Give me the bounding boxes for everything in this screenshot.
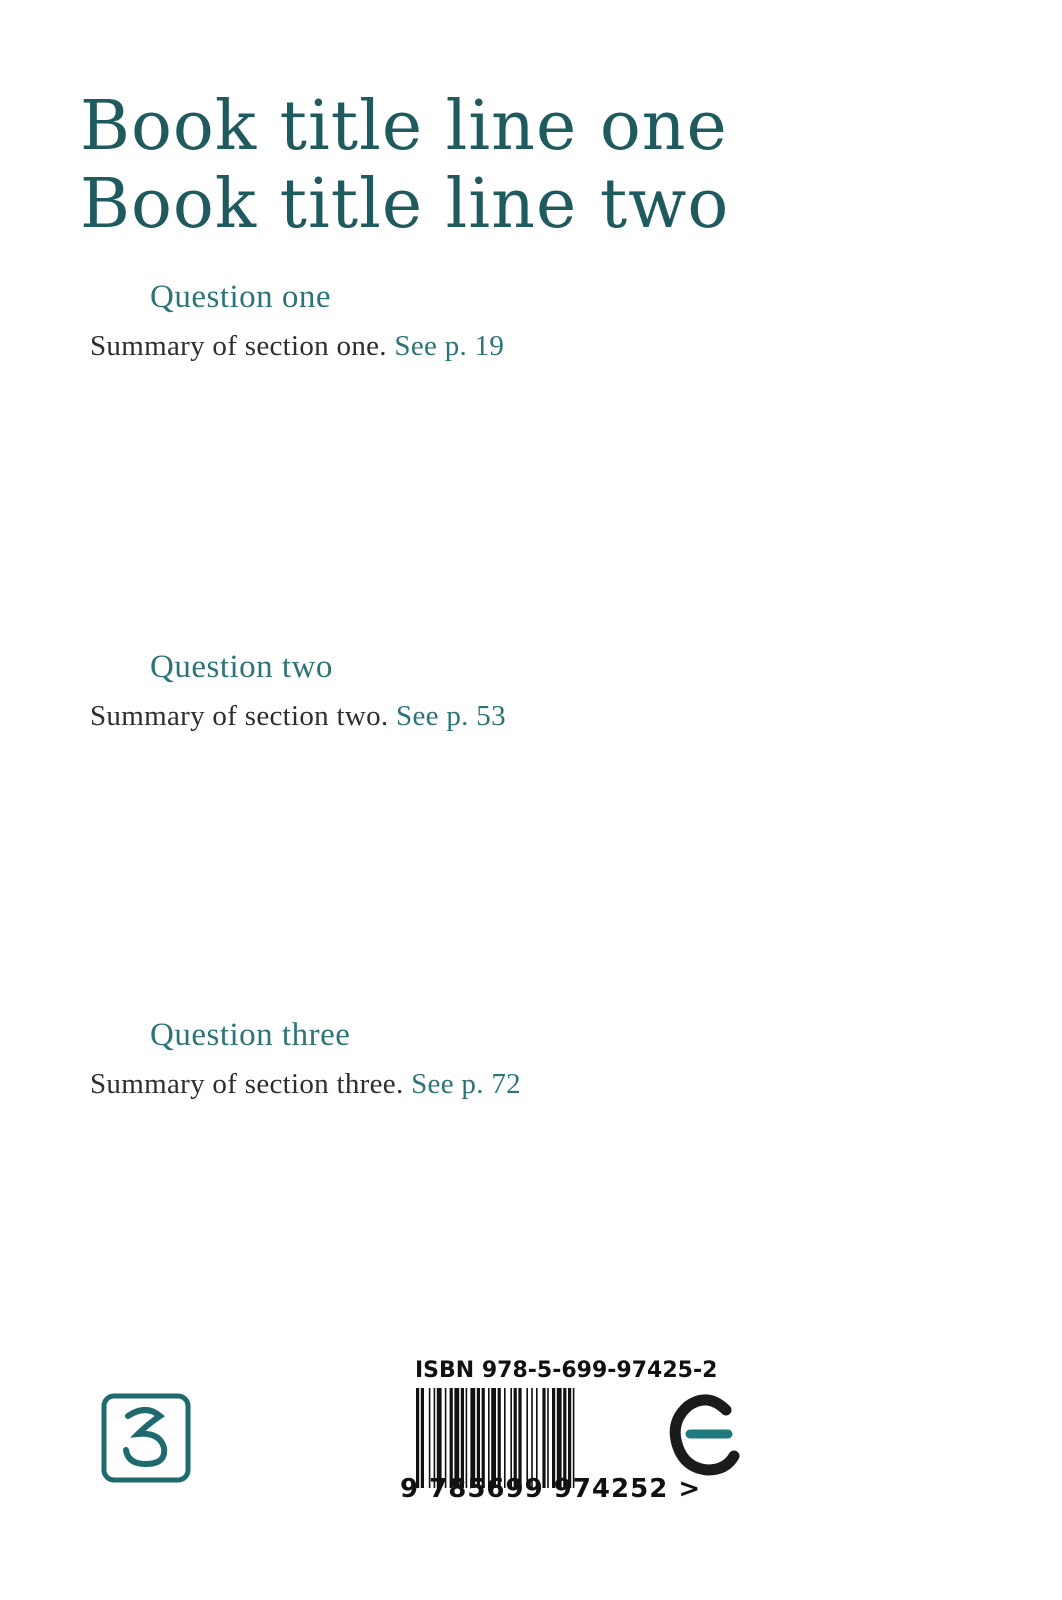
barcode-bar	[461, 1388, 464, 1488]
question-line: Question one	[150, 279, 332, 315]
question-line: Question three	[150, 1017, 351, 1053]
barcode-bar	[445, 1388, 447, 1488]
answer-excerpt	[90, 692, 980, 740]
barcode-bar	[531, 1388, 533, 1488]
answer-text: Summary of section two.	[90, 700, 389, 732]
barcode-bar	[437, 1388, 442, 1488]
question-section-3	[90, 1010, 980, 1108]
barcode	[412, 1388, 640, 1488]
question-heading	[90, 1010, 980, 1060]
page-reference: See p. 72	[411, 1068, 521, 1100]
barcode-bar	[450, 1388, 453, 1488]
barcode-bar	[491, 1388, 496, 1488]
barcode-bar	[563, 1388, 566, 1488]
barcode-bar	[477, 1388, 480, 1488]
barcode-bar	[498, 1388, 501, 1488]
barcode-bar	[434, 1388, 436, 1488]
book-title	[80, 88, 980, 244]
question-heading	[90, 272, 980, 322]
barcode-digits: 9 785699 974252 >	[400, 1474, 702, 1504]
barcode-bar	[557, 1388, 562, 1488]
barcode-bar	[510, 1388, 512, 1488]
question-heading	[90, 642, 980, 692]
question-section-1	[90, 272, 980, 370]
barcode-bar	[552, 1388, 555, 1488]
barcode-bar	[429, 1388, 431, 1488]
barcode-bar	[526, 1388, 528, 1488]
isbn-label: ISBN 978-5-699-97425-2	[415, 1358, 718, 1383]
barcode-bar	[421, 1388, 424, 1488]
publisher-logo-icon	[98, 1390, 194, 1486]
barcode-bar	[454, 1388, 459, 1488]
barcode-bar	[466, 1388, 468, 1488]
barcode-bar	[470, 1388, 475, 1488]
answer-text: Summary of section one.	[90, 330, 387, 362]
barcode-bar	[542, 1388, 545, 1488]
answer-excerpt	[90, 1060, 980, 1108]
page-reference: See p. 53	[396, 700, 506, 732]
barcode-bar	[568, 1388, 571, 1488]
barcode-bar	[536, 1388, 538, 1488]
answer-text: Summary of section three.	[90, 1068, 404, 1100]
page-reference: See p. 19	[394, 330, 505, 362]
barcode-bar	[504, 1388, 506, 1488]
barcode-bar	[416, 1388, 419, 1488]
title-line-1: Book title line one	[80, 87, 728, 166]
question-line: Question two	[150, 649, 333, 685]
barcode-bar	[482, 1388, 485, 1488]
barcode-bar	[518, 1388, 521, 1488]
eksmo-logo-icon	[668, 1390, 744, 1476]
barcode-bar	[488, 1388, 490, 1488]
title-line-2: Book title line two	[80, 165, 730, 244]
answer-excerpt	[90, 322, 980, 370]
barcode-bar	[547, 1388, 549, 1488]
barcode-bar	[514, 1388, 517, 1488]
barcode-bar	[573, 1388, 575, 1488]
question-section-2	[90, 642, 980, 740]
